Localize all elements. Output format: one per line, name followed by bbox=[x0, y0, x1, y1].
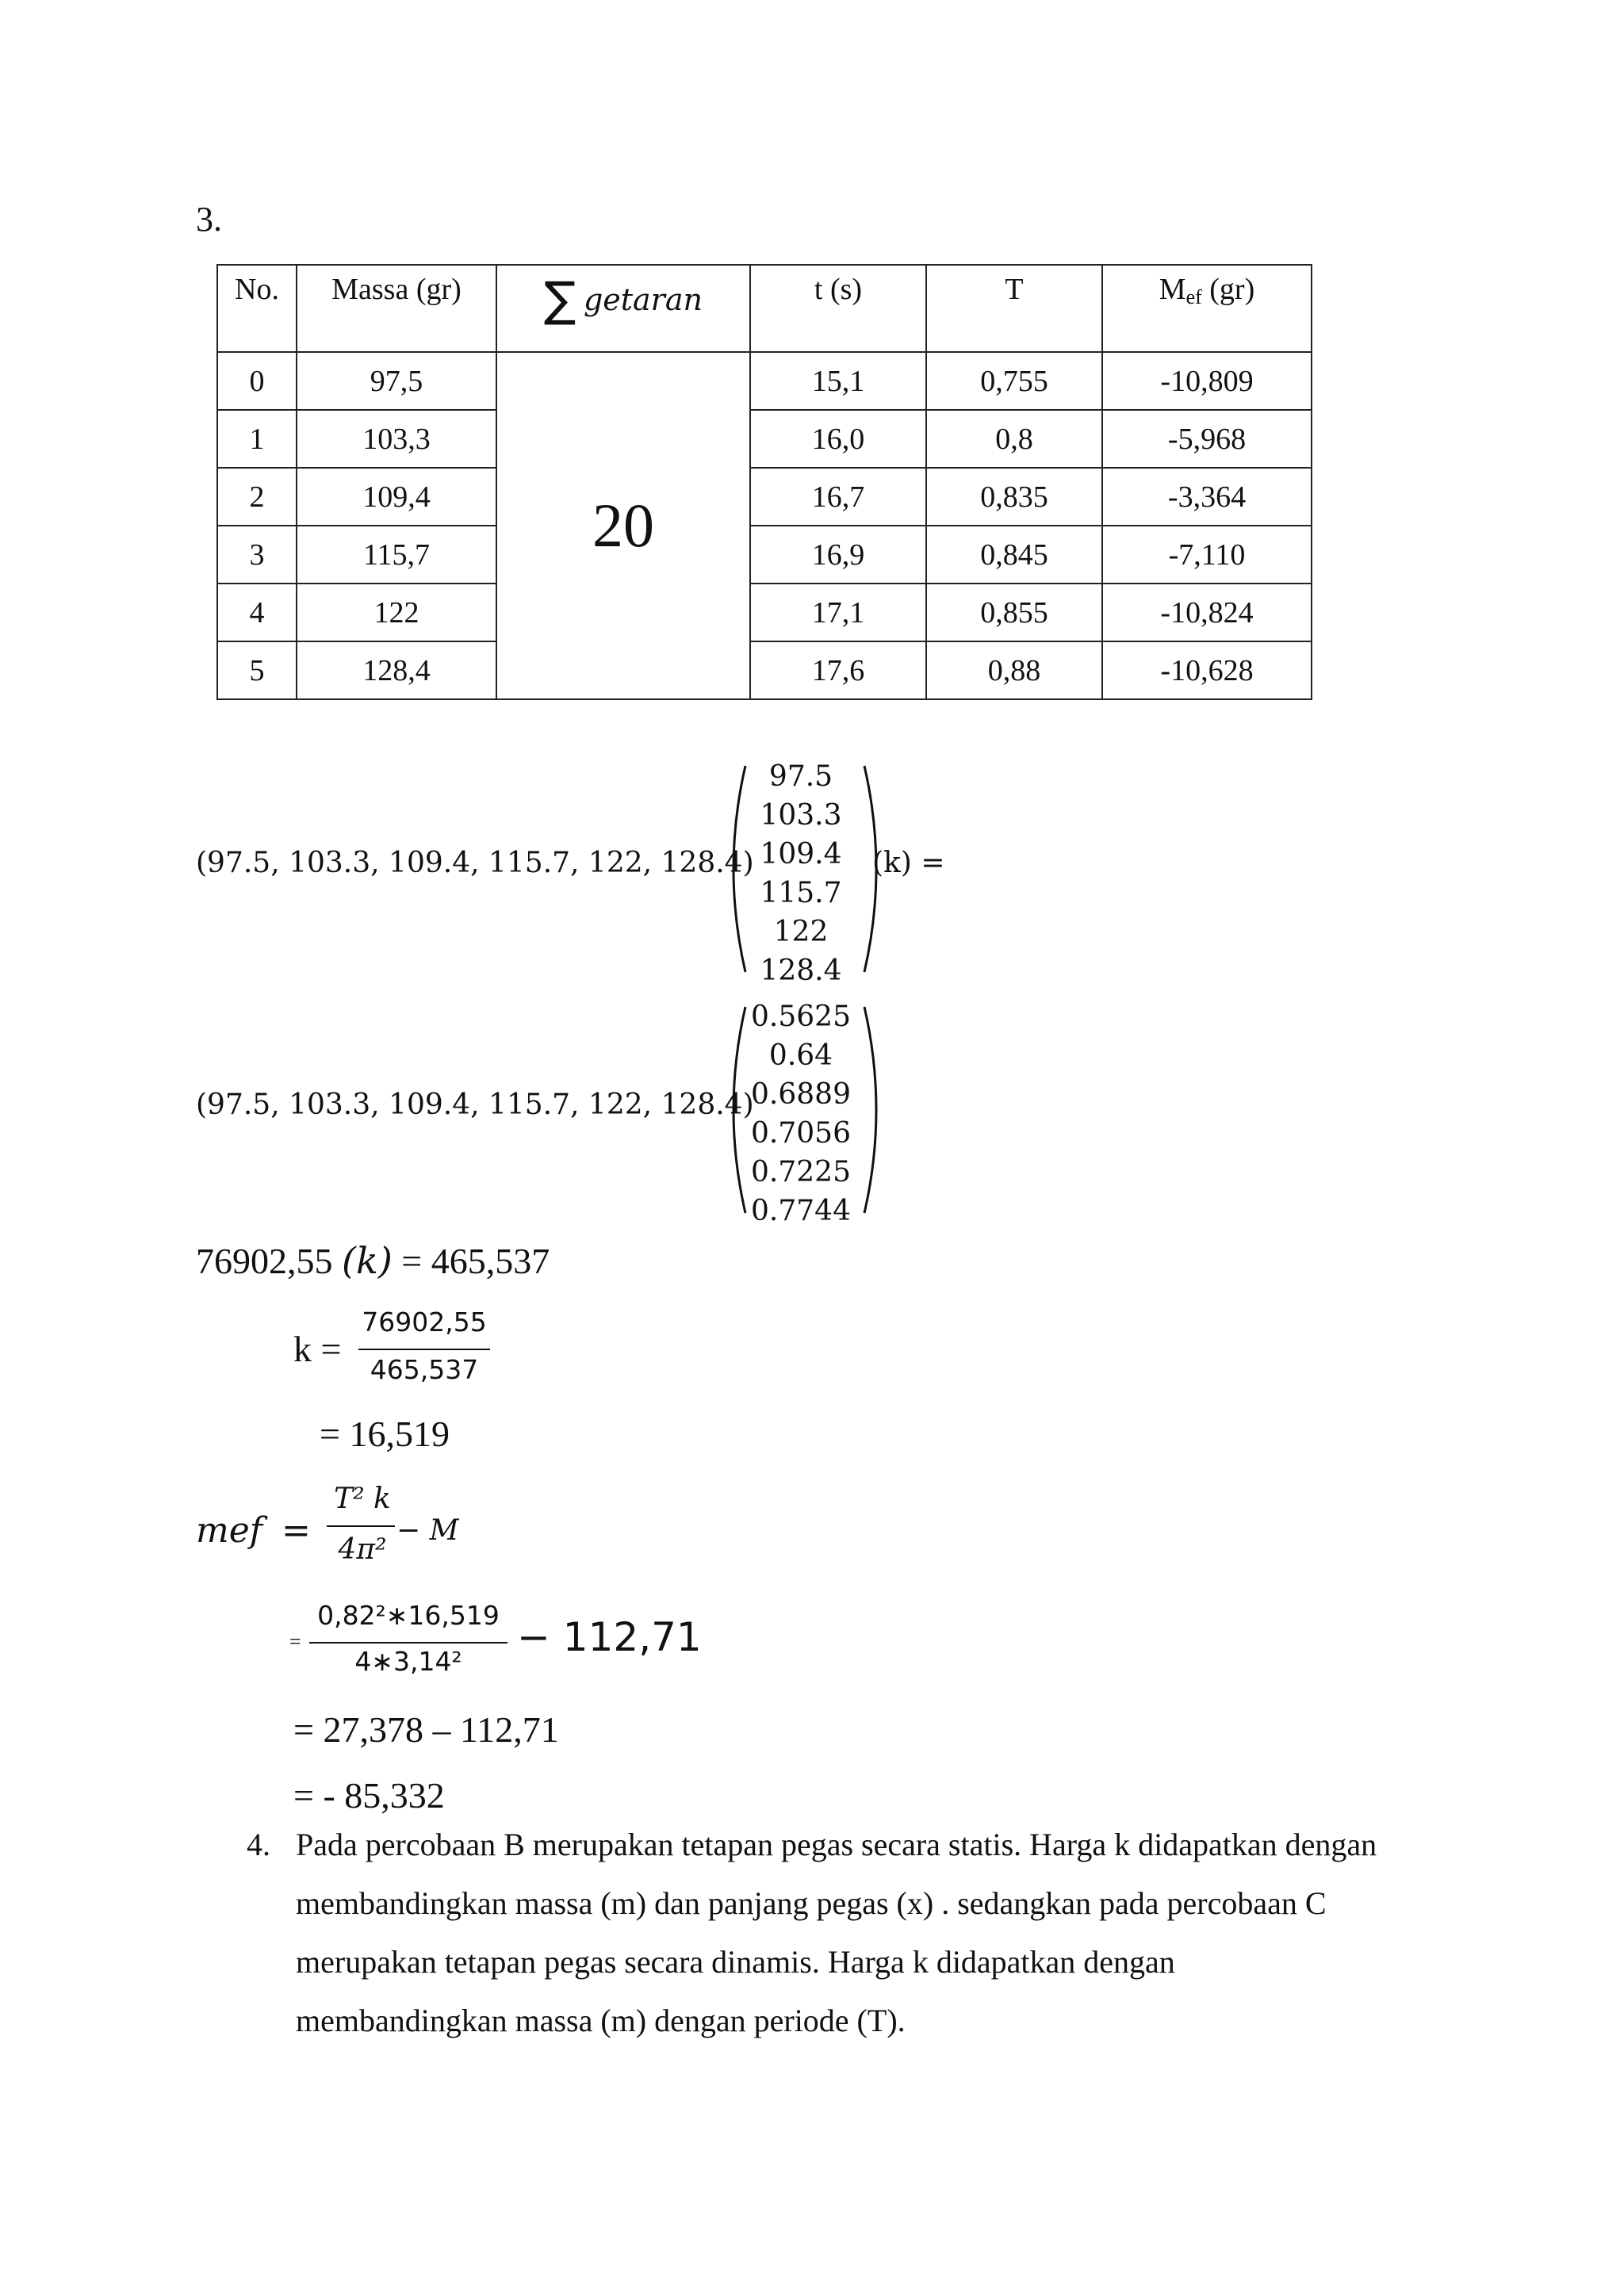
equation-left-value: 76902,55 bbox=[196, 1241, 333, 1281]
cell-mef: -10,809 bbox=[1102, 352, 1312, 410]
cell-no: 5 bbox=[217, 641, 297, 699]
substitution-fraction-line bbox=[309, 1642, 508, 1644]
equation-right-value: = 465,537 bbox=[401, 1241, 550, 1281]
cell-mef: -3,364 bbox=[1102, 468, 1312, 526]
matrix-eq1-entry: 115.7 bbox=[760, 877, 842, 909]
substitution-denominator: 4∗3,14² bbox=[354, 1646, 462, 1677]
cell-no: 0 bbox=[217, 352, 297, 410]
result-line-a: = 27,378 – 112,71 bbox=[293, 1709, 559, 1750]
header-mef-unit: (gr) bbox=[1209, 273, 1255, 306]
cell-no: 1 bbox=[217, 410, 297, 468]
paragraph-line: membandingkan massa (m) dan panjang pegas (x) . sedangkan pada percobaan C bbox=[296, 1885, 1327, 1921]
cell-period: 0,855 bbox=[926, 584, 1102, 641]
list-number: 4. bbox=[247, 1827, 270, 1862]
result-line-b: = - 85,332 bbox=[293, 1775, 445, 1816]
explanation-paragraph bbox=[247, 1816, 1438, 2050]
cell-t: 16,7 bbox=[750, 468, 926, 526]
cell-period: 0,8 bbox=[926, 410, 1102, 468]
mef-minus-m: − M bbox=[396, 1514, 459, 1547]
paragraph-line: membandingkan massa (m) dengan periode (T). bbox=[296, 2003, 906, 2038]
matrix-eq1-row-vector: (97.5, 103.3, 109.4, 115.7, 122, 128.4) bbox=[196, 847, 754, 879]
cell-getaran-value: 20 bbox=[496, 352, 750, 699]
cell-massa: 115,7 bbox=[297, 526, 496, 584]
substitution-numerator: 0,82²∗16,519 bbox=[317, 1600, 500, 1631]
table-row bbox=[217, 526, 1312, 584]
header-mef bbox=[1102, 265, 1312, 352]
cell-t: 16,0 bbox=[750, 410, 926, 468]
mef-numerator: T² k bbox=[334, 1483, 391, 1515]
cell-massa: 128,4 bbox=[297, 641, 496, 699]
mef-equals: = bbox=[282, 1510, 311, 1551]
cell-massa: 122 bbox=[297, 584, 496, 641]
sigma-symbol: ∑ bbox=[544, 272, 576, 327]
cell-no: 4 bbox=[217, 584, 297, 641]
matrix-eq2-column bbox=[741, 997, 860, 1230]
mef-label: mef bbox=[196, 1510, 263, 1551]
matrix-eq2-entry: 0.6889 bbox=[751, 1078, 851, 1111]
k-numerator: 76902,55 bbox=[362, 1307, 487, 1337]
table-row bbox=[217, 584, 1312, 641]
matrix-eq1-entry: 97.5 bbox=[768, 760, 833, 793]
table-row bbox=[217, 352, 1312, 410]
k-fraction-line bbox=[358, 1349, 490, 1350]
table-row bbox=[217, 641, 1312, 699]
table-header-row bbox=[217, 265, 1312, 352]
k-result: = 16,519 bbox=[320, 1414, 450, 1454]
cell-mef: -7,110 bbox=[1102, 526, 1312, 584]
mef-fraction-line bbox=[327, 1525, 395, 1527]
section-number: 3. bbox=[196, 200, 222, 239]
header-getaran bbox=[496, 265, 750, 352]
substitution-minus-value: − 112,71 bbox=[517, 1614, 702, 1660]
cell-period: 0,755 bbox=[926, 352, 1102, 410]
cell-mef: -10,824 bbox=[1102, 584, 1312, 641]
matrix-eq1-entry: 128.4 bbox=[760, 955, 842, 987]
matrix-eq2-entry: 0.5625 bbox=[751, 1001, 851, 1033]
matrix-eq2-entry: 0.64 bbox=[768, 1039, 833, 1072]
header-massa: Massa (gr) bbox=[297, 265, 496, 352]
paragraph-line: merupakan tetapan pegas secara dinamis. Harga k didapatkan dengan bbox=[296, 1944, 1175, 1980]
table-row bbox=[217, 468, 1312, 526]
cell-period: 0,835 bbox=[926, 468, 1102, 526]
matrix-eq2-entry: 0.7056 bbox=[751, 1117, 851, 1150]
cell-massa: 103,3 bbox=[297, 410, 496, 468]
cell-period: 0,845 bbox=[926, 526, 1102, 584]
cell-mef: -5,968 bbox=[1102, 410, 1312, 468]
matrix-eq2-row-vector: (97.5, 103.3, 109.4, 115.7, 122, 128.4) bbox=[196, 1089, 754, 1121]
header-no: No. bbox=[217, 265, 297, 352]
table-row bbox=[217, 410, 1312, 468]
cell-t: 16,9 bbox=[750, 526, 926, 584]
matrix-eq1-entry: 103.3 bbox=[760, 799, 842, 832]
cell-no: 3 bbox=[217, 526, 297, 584]
header-mef-sub: ef bbox=[1185, 285, 1202, 308]
k-denominator: 465,537 bbox=[370, 1354, 479, 1385]
substitution-equals: = bbox=[289, 1630, 301, 1653]
cell-period: 0,88 bbox=[926, 641, 1102, 699]
k-label: k = bbox=[293, 1329, 342, 1369]
header-getaran-label: getaran bbox=[583, 282, 703, 317]
cell-t: 17,6 bbox=[750, 641, 926, 699]
data-table bbox=[216, 264, 1312, 700]
cell-massa: 97,5 bbox=[297, 352, 496, 410]
matrix-eq2-entry: 0.7744 bbox=[751, 1195, 851, 1227]
cell-t: 15,1 bbox=[750, 352, 926, 410]
header-period: T bbox=[926, 265, 1102, 352]
cell-no: 2 bbox=[217, 468, 297, 526]
paragraph-line: Pada percobaan B merupakan tetapan pegas secara statis. Harga k didapatkan dengan bbox=[296, 1827, 1377, 1862]
cell-massa: 109,4 bbox=[297, 468, 496, 526]
cell-mef: -10,628 bbox=[1102, 641, 1312, 699]
header-t: t (s) bbox=[750, 265, 926, 352]
matrix-eq1-entry: 122 bbox=[773, 916, 829, 948]
equation-k-symbol: (k) bbox=[342, 1239, 393, 1282]
matrix-eq2-entry: 0.7225 bbox=[751, 1156, 851, 1188]
matrix-eq1-column bbox=[741, 757, 860, 990]
header-mef-main: M bbox=[1159, 273, 1186, 306]
cell-t: 17,1 bbox=[750, 584, 926, 641]
mef-denominator: 4π² bbox=[338, 1533, 387, 1566]
matrix-eq1-entry: 109.4 bbox=[760, 838, 842, 871]
matrix-eq1-suffix: (k) = bbox=[872, 847, 945, 879]
equation-line-k-sum bbox=[196, 1239, 550, 1282]
